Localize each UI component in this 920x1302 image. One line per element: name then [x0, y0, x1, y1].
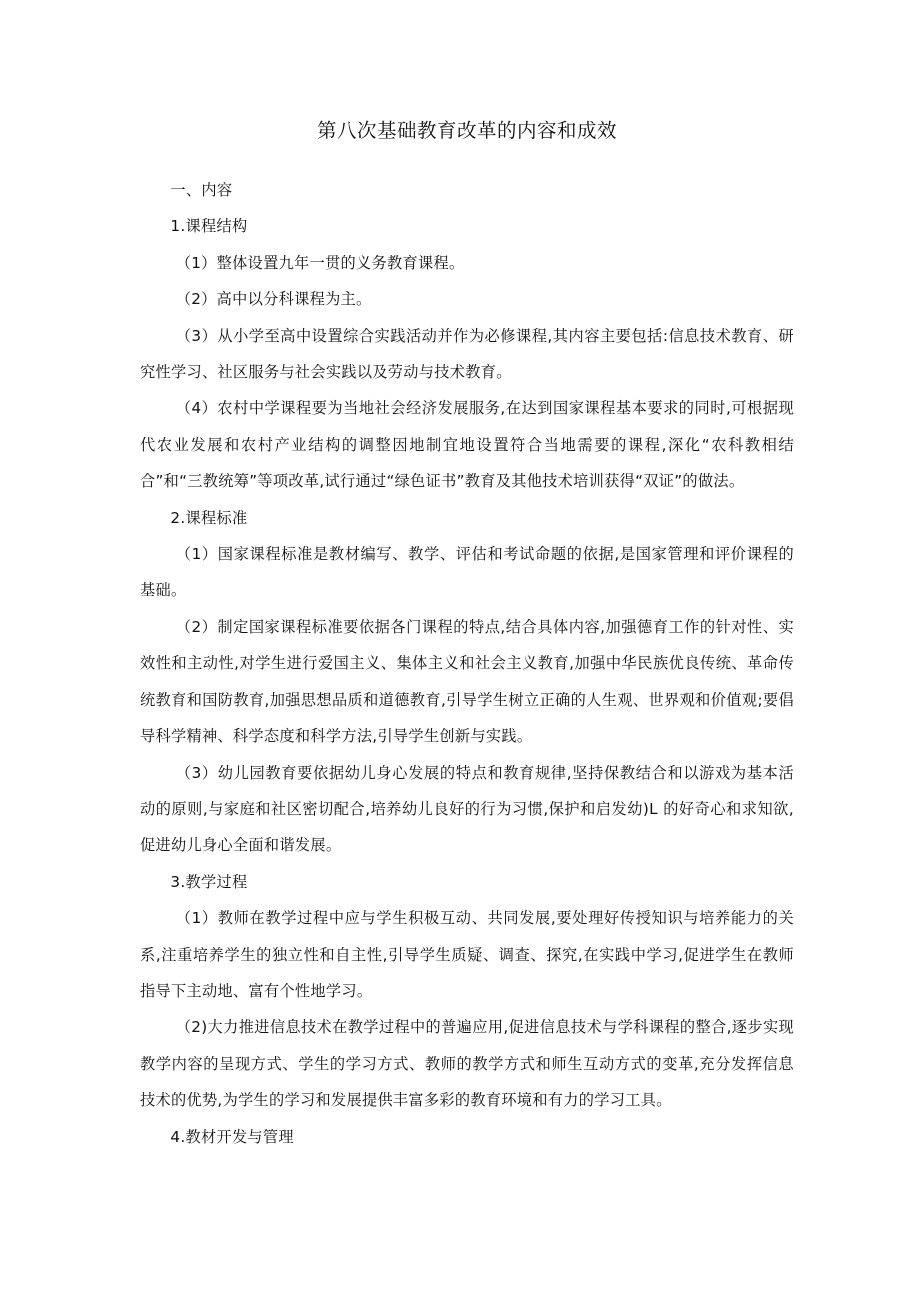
paragraph-structure-1: （1）整体设置九年一贯的义务教育课程。 — [175, 253, 465, 272]
paragraph-teaching-1: （1）教师在教学过程中应与学生积极互动、共同发展,要处理好传授知识与培养能力的关系,注重培养学生的独立性和自主性,引导学生质疑、调查、探究,在实践中学习,促进学生在教师指导下主动地、富有个性地学习。 — [140, 909, 794, 1000]
subheading-textbook-development: 4.教材开发与管理 — [170, 1127, 294, 1146]
paragraph-structure-3: （3）从小学至高中设置综合实践活动并作为必修课程,其内容主要包括:信息技术教育、研究性学习、社区服务与社会实践以及劳动与技术教育。 — [140, 326, 794, 382]
paragraph-structure-4: （4）农村中学课程要为当地社会经济发展服务,在达到国家课程基本要求的同时,可根据现代农业发展和农村产业结构的调整因地制宜地设置符合当地需要的课程,深化“农科教相结合”和“三教统筹”等项改革,试行通过“绿色证书”教育及其他技术培训获得“双证”的做法。 — [140, 399, 794, 491]
subheading-teaching-process: 3.教学过程 — [170, 872, 248, 891]
paragraph-structure-2: （2）高中以分科课程为主。 — [175, 290, 372, 309]
subheading-course-structure: 1.课程结构 — [170, 217, 248, 236]
paragraph-standards-3: （3）幼儿园教育要依据幼儿身心发展的特点和教育规律,坚持保教结合和以游戏为基本活动的原则,与家庭和社区密切配合,培养幼儿良好的行为习惯,保护和启发幼)L 的好奇心和求知欲,促进幼儿身心全面和谐发展。 — [140, 763, 794, 855]
document-title: 第八次基础教育改革的内容和成效 — [316, 119, 617, 142]
subheading-course-standards: 2.课程标准 — [170, 508, 248, 527]
paragraph-standards-1: （1）国家课程标准是教材编写、教学、评估和考试命题的依据,是国家管理和评价课程的基础。 — [140, 545, 794, 600]
paragraph-standards-2: （2）制定国家课程标准要依据各门课程的特点,结合具体内容,加强德育工作的针对性、实效性和主动性,对学生进行爱国主义、集体主义和社会主义教育,加强中华民族优良传统、革命传统教育和国防教育,加强思想品质和道德教育,引导学生树立正确的人生观、世界观和价值观;要倡导科学精神、科学态度和科学方法,引导学生创新与实践。 — [140, 617, 794, 746]
document-body — [140, 116, 794, 1155]
section-heading-content: 一、内容 — [170, 181, 233, 199]
paragraph-teaching-2: （2)大力推进信息技术在教学过程中的普遍应用,促进信息技术与学科课程的整合,逐步实现教学内容的呈现方式、学生的学习方式、教师的教学方式和师生互动方式的变革,充分发挥信息技术的优势,为学生的学习和发展提供丰富多彩的教育环境和有力的学习工具。 — [140, 1018, 794, 1110]
